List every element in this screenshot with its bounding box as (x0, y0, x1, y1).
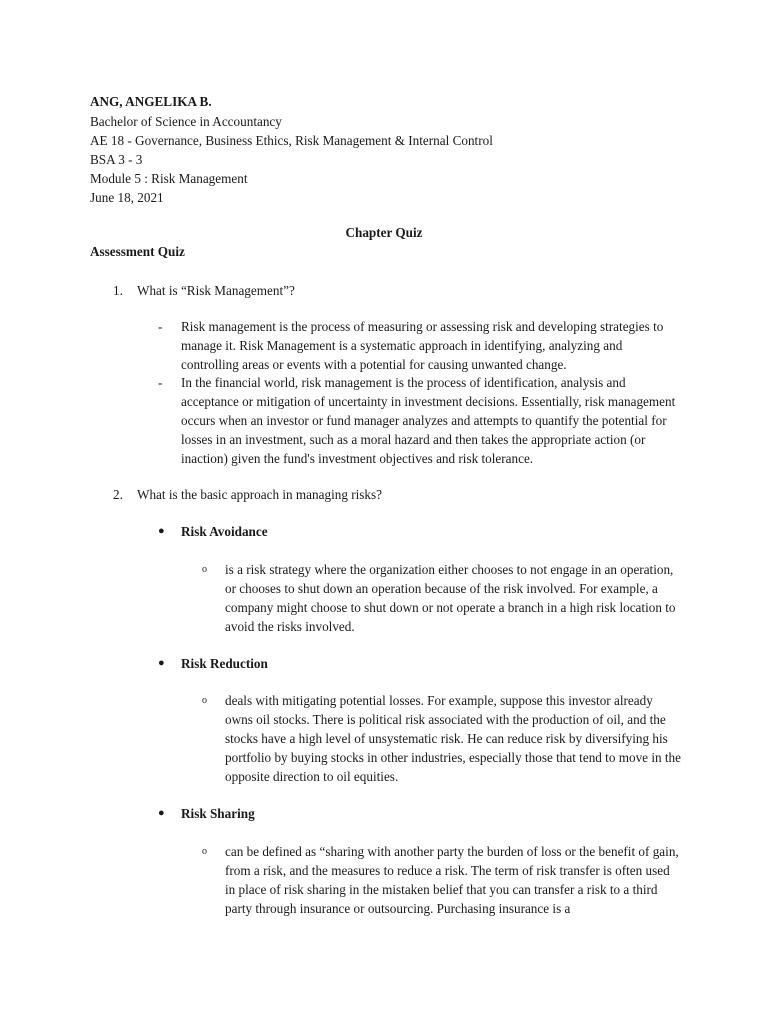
description-text: can be defined as “sharing with another party the burden of loss or the benefit of gain, from a risk, and the measures to reduce a risk. The term of risk transfer is often used in place of risk sharing in the mistaken belief that you can transfer a risk to a third party through insurance or outsourcing. Purchasing insurance is a (225, 844, 679, 916)
assessment-title: Assessment Quiz (90, 244, 185, 259)
course-line: AE 18 - Governance, Business Ethics, Risk Management & Internal Control (90, 133, 493, 148)
ring-marker: o (202, 564, 207, 575)
approach-heading (158, 654, 268, 673)
description-text: deals with mitigating potential losses. For example, suppose this investor already owns oil stocks. There is political risk associated with the production of oil, and the stocks have a high level of unsystematic risk. He can reduce risk by diversifying his portfolio by buying stocks in other industries, especially those that tend to move in the opposite direction to oil equities. (225, 693, 681, 784)
ring-marker: o (202, 695, 207, 706)
bullet-marker: ● (158, 657, 165, 669)
bullet-marker: ● (158, 807, 165, 819)
ring-marker: o (202, 846, 207, 857)
bullet-marker: ● (158, 525, 165, 537)
answer-item (158, 373, 688, 468)
student-name: ANG, ANGELIKA B. (90, 94, 212, 109)
date-line: June 18, 2021 (90, 190, 164, 205)
chapter-title: Chapter Quiz (345, 225, 423, 240)
dash-marker: - (158, 375, 163, 390)
answer-text: In the financial world, risk management is the process of identification, analysis and acceptance or mitigation of uncertainty in investment decisions. Essentially, risk management occurs when an investor or fund manager analyzes and attempts to quantify the potential for losses in an investment, such as a moral hazard and then takes the appropriate action (or inaction) given the fund's investment objectives and risk tolerance. (181, 375, 676, 466)
question-text: What is “Risk Management”? (137, 283, 295, 298)
approach-title: Risk Reduction (181, 656, 268, 671)
approach-title: Risk Avoidance (181, 524, 268, 539)
module-line: Module 5 : Risk Management (90, 171, 248, 186)
header-block (90, 92, 690, 207)
question-text: What is the basic approach in managing risks? (137, 487, 382, 502)
question-1 (113, 281, 673, 300)
approach-description (202, 560, 688, 636)
approach-description (202, 842, 688, 918)
dash-marker: - (158, 319, 163, 334)
question-number: 1. (113, 283, 123, 298)
description-text: is a risk strategy where the organization either chooses to not engage in an operation, or chooses to shut down an operation because of the risk involved. For example, a company might choose to shut down or not operate a branch in a high risk location to avoid the risks involved. (225, 562, 676, 634)
approach-heading (158, 522, 268, 541)
question-number: 2. (113, 487, 123, 502)
approach-description (202, 691, 688, 786)
question-2 (113, 485, 673, 504)
answer-text: Risk management is the process of measuring or assessing risk and developing strategies to manage it. Risk Management is a systematic approach in identifying, analyzing and controlling areas or events with a potential for causing unwanted change. (181, 319, 664, 372)
answer-item (158, 317, 688, 374)
section-line: BSA 3 - 3 (90, 152, 143, 167)
program-line: Bachelor of Science in Accountancy (90, 114, 282, 129)
approach-title: Risk Sharing (181, 806, 255, 821)
approach-heading (158, 804, 255, 823)
